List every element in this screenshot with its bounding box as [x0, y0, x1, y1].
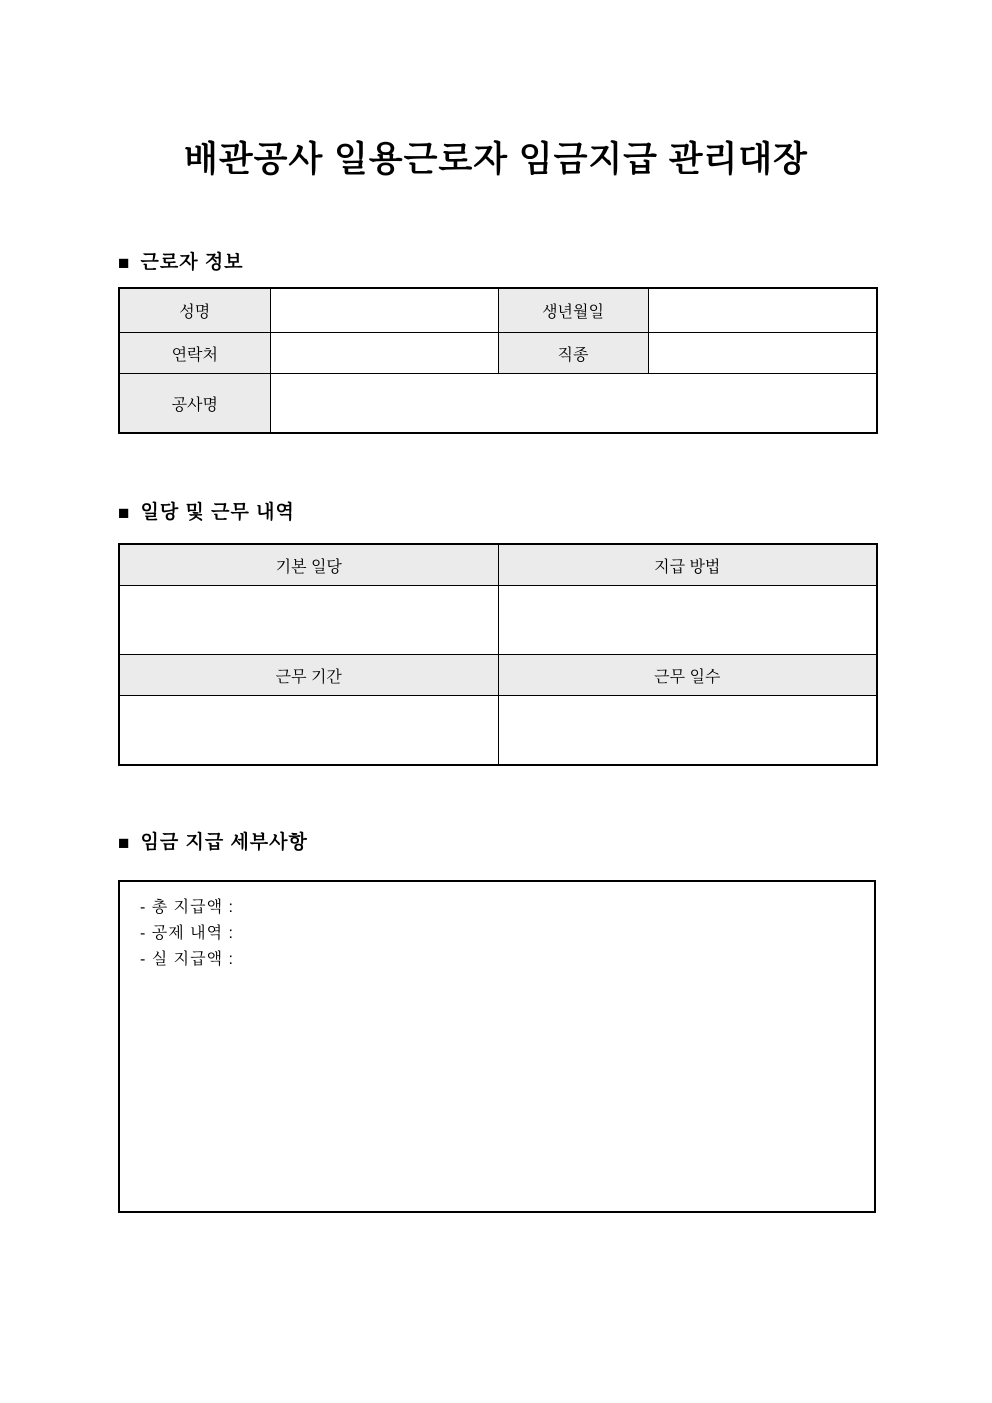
name-label-cell: 성명 — [119, 288, 270, 333]
wage-work-table — [118, 543, 878, 766]
birthdate-label-cell: 생년월일 — [498, 288, 648, 333]
work-days-value-cell[interactable] — [498, 696, 877, 766]
work-days-header-cell: 근무 일수 — [498, 655, 877, 696]
table-row — [119, 333, 877, 374]
net-payment-line: - 실 지급액 : — [140, 951, 234, 968]
section-heading-worker-info — [118, 250, 244, 276]
occupation-value-cell[interactable] — [648, 333, 877, 374]
table-row — [119, 288, 877, 333]
contact-value-cell[interactable] — [270, 333, 498, 374]
daily-wage-value-cell[interactable] — [119, 586, 498, 655]
section-heading-label: 근로자 정보 — [140, 252, 244, 273]
table-row — [119, 586, 877, 655]
work-period-header-cell: 근무 기간 — [119, 655, 498, 696]
section-bullet-icon: ■ — [118, 252, 131, 274]
name-value-cell[interactable] — [270, 288, 498, 333]
table-row — [119, 655, 877, 696]
work-period-value-cell[interactable] — [119, 696, 498, 766]
section-bullet-icon: ■ — [118, 502, 131, 524]
occupation-label-cell: 직종 — [498, 333, 648, 374]
total-payment-line: - 총 지급액 : — [140, 899, 234, 916]
section-bullet-icon: ■ — [118, 832, 131, 854]
page-title: 배관공사 일용근로자 임금지급 관리대장 — [184, 140, 808, 179]
table-row — [119, 374, 877, 434]
section-heading-label: 임금 지급 세부사항 — [140, 832, 308, 853]
section-heading-label: 일당 및 근무 내역 — [140, 502, 295, 523]
table-row — [119, 696, 877, 766]
section-heading-wage-work — [118, 500, 295, 526]
table-row — [119, 544, 877, 586]
contact-label-cell: 연락처 — [119, 333, 270, 374]
deduction-line: - 공제 내역 : — [140, 925, 234, 942]
birthdate-value-cell[interactable] — [648, 288, 877, 333]
daily-wage-header-cell: 기본 일당 — [119, 544, 498, 586]
section-heading-payment-details — [118, 830, 308, 856]
project-name-label-cell: 공사명 — [119, 374, 270, 434]
payment-method-header-cell: 지급 방법 — [498, 544, 877, 586]
project-name-value-cell[interactable] — [270, 374, 877, 434]
worker-info-table — [118, 287, 878, 434]
payment-method-value-cell[interactable] — [498, 586, 877, 655]
payment-details-box[interactable] — [118, 880, 876, 1213]
